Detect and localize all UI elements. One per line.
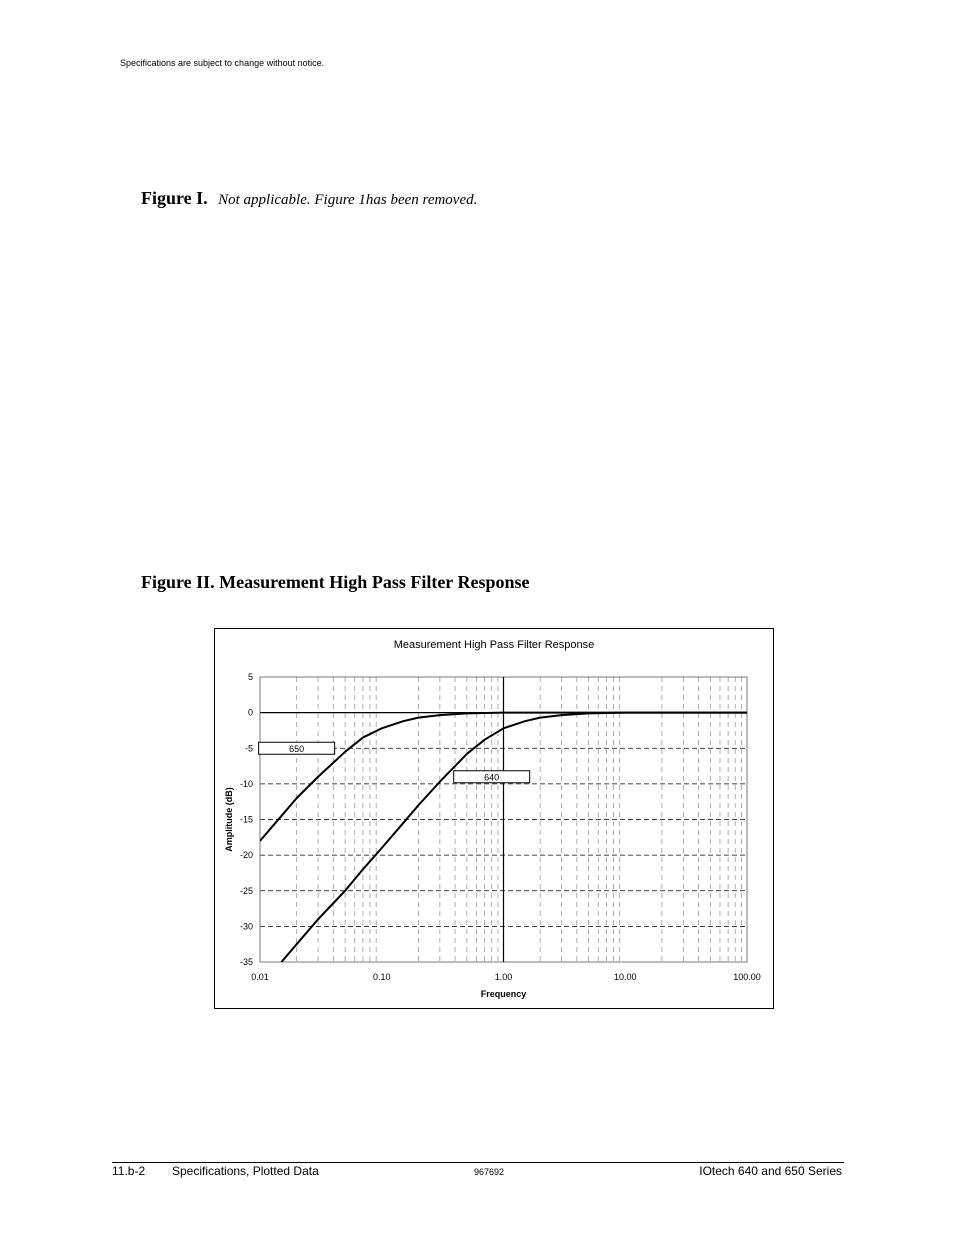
y-axis-title: Amplitude (dB) <box>224 787 234 852</box>
series-label-650: 650 <box>289 743 305 754</box>
chart-title: Measurement High Pass Filter Response <box>393 639 595 651</box>
chart-frame <box>215 629 774 1009</box>
figure-1-caption <box>141 188 477 209</box>
y-tick-label: -30 <box>239 921 253 932</box>
y-tick-label: -15 <box>239 814 253 825</box>
footer-rule <box>112 1162 844 1163</box>
chart-svg <box>214 628 774 1009</box>
x-tick-label: 100.00 <box>733 972 761 982</box>
y-tick-label: -5 <box>244 743 253 754</box>
x-tick-label: 10.00 <box>613 972 637 982</box>
y-tick-label: -20 <box>239 850 253 861</box>
footer-page-number: 11.b-2 <box>112 1164 146 1178</box>
footer-series: IOtech 640 and 650 Series <box>699 1164 842 1178</box>
x-tick-label: 0.10 <box>372 972 391 982</box>
series-label-640: 640 <box>484 772 500 783</box>
x-axis-title: Frequency <box>480 989 527 999</box>
figure-1-note: Not applicable. Figure 1has been removed. <box>218 192 478 208</box>
footer-section: Specifications, Plotted Data <box>172 1164 319 1178</box>
figure-2-heading: Figure II. Measurement High Pass Filter Response <box>141 572 530 592</box>
x-tick-label: 1.00 <box>494 972 513 982</box>
y-tick-label: -25 <box>239 885 253 896</box>
figure-1-label: Figure I. <box>141 188 208 208</box>
y-tick-label: -10 <box>239 778 253 789</box>
y-tick-label: 5 <box>247 672 253 682</box>
footer-doc-code: 967692 <box>474 1167 505 1177</box>
filter-response-chart <box>214 628 774 1009</box>
y-tick-label: 0 <box>247 707 253 718</box>
x-tick-label: 0.01 <box>251 972 269 982</box>
change-notice: Specifications are subject to change without notice. <box>120 58 325 68</box>
y-tick-label: -35 <box>239 957 253 967</box>
